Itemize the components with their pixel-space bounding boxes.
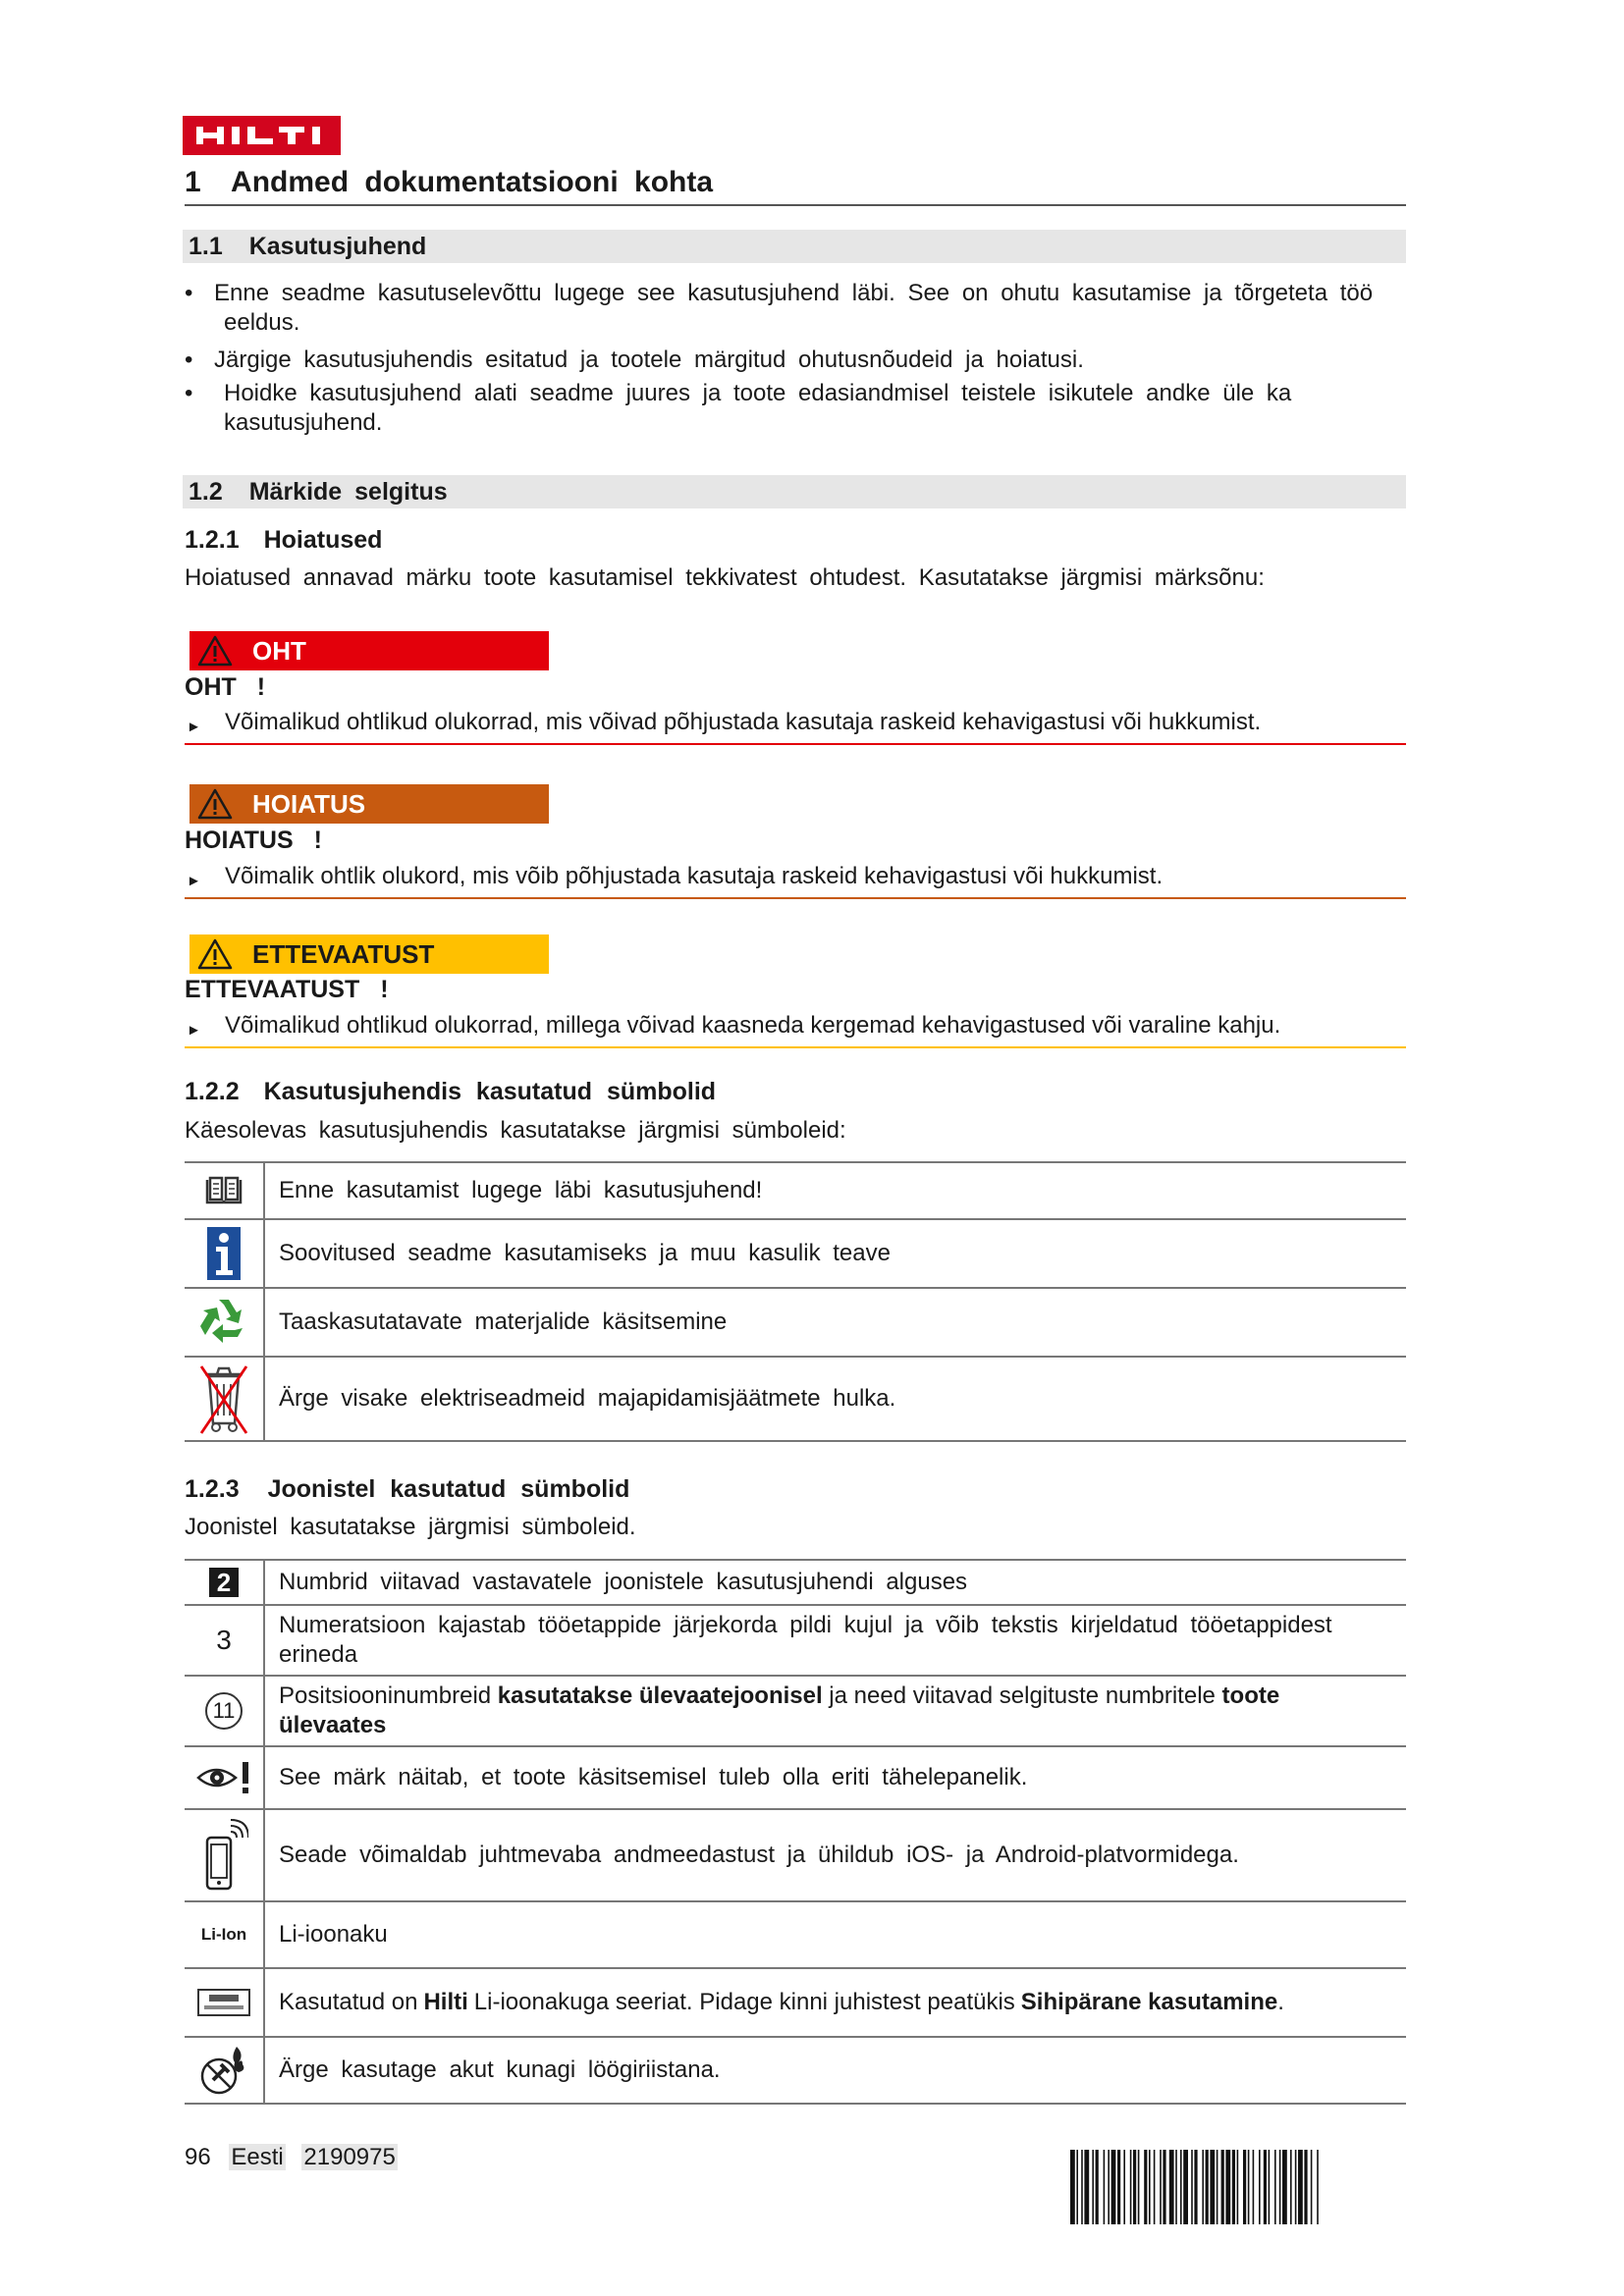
barcode-bar	[1311, 2150, 1313, 2224]
wireless-device-icon	[185, 1810, 265, 1900]
table-row	[185, 1163, 1406, 1220]
signal-text: Võimalikud ohtlikud olukorrad, millega võivad kaasneda kergemad kehavigastused või varaline kahju.	[225, 1012, 1281, 1039]
barcode-bar	[1123, 2150, 1125, 2224]
text-run-bold: kasutatakse ülevaatejoonisel	[497, 1682, 823, 1709]
signal-description	[185, 708, 1406, 745]
page-number: 96	[185, 2144, 211, 2170]
subsection-heading-1-2-1	[185, 526, 382, 555]
warning-triangle-icon	[197, 938, 233, 970]
subsection-number: 1.2.1	[185, 526, 240, 554]
barcode-bar	[1175, 2150, 1177, 2224]
position-number-icon	[185, 1677, 265, 1745]
barcode-bar	[1154, 2150, 1156, 2224]
barcode-bar	[1237, 2150, 1239, 2224]
warning-triangle-icon	[197, 788, 233, 820]
step-number-text: 3	[216, 1625, 232, 1655]
symbols-intro: Käesolevas kasutusjuhendis kasutatakse järgmisi sümboleid:	[185, 1117, 846, 1144]
signal-text: Võimalik ohtlik olukord, mis võib põhjustada kasutaja raskeid kehavigastusi või hukkumist.	[225, 863, 1164, 889]
table-row	[185, 1606, 1406, 1677]
row-text: See märk näitab, et toote käsitsemisel tuleb olla eriti tähelepanelik.	[279, 1764, 1028, 1790]
bullet-mark: •	[185, 347, 193, 373]
barcode-bar	[1138, 2150, 1140, 2224]
signal-word-excl: !	[256, 673, 266, 701]
signal-label-text: HOIATUS	[252, 789, 366, 819]
text-run: Kasutatud on	[279, 1989, 418, 2015]
barcode-bar	[1117, 2150, 1120, 2224]
signal-word-text: HOIATUS	[185, 827, 294, 854]
row-line: Numeratsioon kajastab tööetappide järjekorda pildi kujul ja võib tekstis kirjeldatud tööetappidest	[279, 1612, 1332, 1638]
barcode-bar	[1070, 2150, 1075, 2224]
barcode-bar	[1269, 2150, 1271, 2224]
table-row	[185, 1358, 1406, 1442]
barcode-bar	[1084, 2150, 1089, 2224]
barcode-bar	[1202, 2150, 1204, 2224]
recycle-icon	[185, 1289, 265, 1356]
row-text: Enne kasutamist lugege läbi kasutusjuhend!	[279, 1177, 763, 1203]
figure-number-icon	[185, 1561, 265, 1604]
barcode-bar	[1290, 2150, 1292, 2224]
text-run-bold: toote	[1221, 1682, 1280, 1709]
subsection-heading-1-2-2	[185, 1078, 716, 1106]
barcode-bar	[1232, 2150, 1235, 2224]
row-text	[279, 1606, 1494, 1675]
bullet-mark: •	[185, 280, 193, 306]
barcode-bar	[1295, 2150, 1297, 2224]
figure-symbols-intro: Joonistel kasutatakse järgmisi sümboleid.	[185, 1514, 636, 1540]
row-text: Taaskasutatavate materjalide käsitsemine	[279, 1308, 728, 1335]
text-run: ja need viitavad selgituste numbritele	[822, 1682, 1222, 1709]
section-heading-1-1	[183, 230, 1406, 263]
row-text: Seade võimaldab juhtmevaba andmeedastust ja ühildub iOS- ja Android-platvormidega.	[279, 1842, 1239, 1868]
text-run-bold: Hilti	[423, 1989, 468, 2015]
bullet-mark: •	[185, 380, 193, 406]
barcode	[1068, 2150, 1406, 2224]
signal-label-text: OHT	[252, 636, 306, 666]
subsection-title: Hoiatused	[263, 526, 383, 554]
barcode-bar	[1133, 2150, 1136, 2224]
li-ion-icon	[185, 1902, 265, 1967]
barcode-bar	[1264, 2150, 1267, 2224]
footer-doc-number: 2190975	[303, 2144, 396, 2170]
chapter-heading	[185, 165, 1406, 206]
hilti-logo-mark	[183, 116, 341, 155]
signal-word	[185, 673, 265, 702]
signal-text: Võimalikud ohtlikud olukorrad, mis võivad põhjustada kasutaja raskeid kehavigastusi või hukkumist.	[225, 709, 1262, 735]
barcode-bar	[1304, 2150, 1307, 2224]
barcode-bar	[1210, 2150, 1215, 2224]
subsection-number: 1.2.2	[185, 1078, 240, 1105]
barcode-bar	[1206, 2150, 1209, 2224]
step-number-icon	[185, 1606, 265, 1675]
hilti-logo	[183, 116, 341, 155]
table-row	[185, 1969, 1406, 2038]
bullet-line: Enne seadme kasutuselevõttu lugege see kasutusjuhend läbi. See on ohutu kasutamise ja tõrgeteta töö	[214, 280, 1374, 306]
barcode-bar	[1191, 2150, 1193, 2224]
barcode-bar	[1130, 2150, 1132, 2224]
barcode-bar	[1149, 2150, 1151, 2224]
row-text: Ärge kasutage akut kunagi löögiriistana.	[279, 2056, 721, 2083]
barcode-bar	[1248, 2150, 1250, 2224]
section-number: 1.2	[189, 478, 223, 506]
list-item	[185, 346, 1412, 375]
arrow-icon: ►	[187, 719, 201, 735]
signal-description	[185, 1011, 1406, 1048]
figure-number-text: 2	[209, 1568, 239, 1597]
battery-series-icon	[185, 1969, 265, 2036]
subsection-title: Kasutusjuhendis kasutatud sümbolid	[263, 1078, 717, 1105]
barcode-bar	[1169, 2150, 1174, 2224]
signal-word	[185, 976, 389, 1004]
signal-word	[185, 827, 322, 855]
barcode-bar	[1180, 2150, 1182, 2224]
warning-triangle-icon	[197, 635, 233, 667]
barcode-bar	[1194, 2150, 1197, 2224]
bullet-line: Järgige kasutusjuhendis esitatud ja tootele märgitud ohutusnõudeid ja hoiatusi.	[214, 347, 1084, 373]
chapter-title: Andmed dokumentatsiooni kohta	[231, 166, 714, 198]
li-ion-text: Li-Ion	[200, 1925, 247, 1944]
barcode-bar	[1163, 2150, 1165, 2224]
bullet-line: kasutusjuhend.	[224, 409, 383, 436]
barcode-bar	[1253, 2150, 1255, 2224]
section-number: 1.1	[189, 233, 223, 260]
signal-label-text: ETTEVAATUST	[252, 939, 435, 969]
signal-word-text: OHT	[185, 673, 237, 701]
table-row	[185, 1810, 1406, 1902]
row-text	[279, 1677, 1406, 1745]
subsection-heading-1-2-3	[185, 1475, 629, 1504]
barcode-bar	[1108, 2150, 1110, 2224]
text-run: .	[1277, 1989, 1284, 2015]
list-item	[185, 379, 1412, 438]
table-row	[185, 1561, 1406, 1606]
table-row	[185, 1220, 1406, 1289]
text-run-bold: Sihipärane kasutamine	[1020, 1989, 1278, 2015]
barcode-bar	[1243, 2150, 1246, 2224]
barcode-bar	[1221, 2150, 1224, 2224]
attention-eye-icon	[185, 1747, 265, 1808]
barcode-bar	[1092, 2150, 1094, 2224]
barcode-bar	[1144, 2150, 1147, 2224]
position-number-text: 11	[205, 1692, 243, 1730]
row-text: Li-ioonaku	[279, 1921, 388, 1948]
danger-signal-label	[189, 631, 549, 670]
signal-word-text: ETTEVAATUST	[185, 976, 360, 1003]
barcode-bar	[1225, 2150, 1230, 2224]
barcode-bar	[1081, 2150, 1083, 2224]
bullet-line: eeldus.	[224, 309, 300, 336]
chapter-number: 1	[185, 166, 201, 198]
warning-signal-label	[189, 784, 549, 824]
info-icon	[185, 1220, 265, 1287]
table-row	[185, 2038, 1406, 2105]
bullet-line: Hoidke kasutusjuhend alati seadme juures ja toote edasiandmisel teistele isikutele andke üle ka	[224, 380, 1292, 406]
crossed-bin-icon	[185, 1358, 265, 1440]
warnings-intro: Hoiatused annavad märku toote kasutamisel tekkivatest ohtudest. Kasutatakse järgmisi märksõnu:	[185, 564, 1265, 591]
row-line: ülevaates	[279, 1712, 387, 1738]
row-text: Soovitused seadme kasutamiseks ja muu kasulik teave	[279, 1240, 891, 1266]
barcode-bar	[1259, 2150, 1261, 2224]
subsection-title: Joonistel kasutatud sümbolid	[267, 1475, 630, 1503]
signal-description	[185, 862, 1406, 899]
caution-signal-label	[189, 934, 549, 974]
signal-word-excl: !	[380, 976, 389, 1003]
row-text: Numbrid viitavad vastavatele joonistele kasutusjuhendi alguses	[279, 1569, 968, 1595]
table-row	[185, 1902, 1406, 1969]
text-run: Positsiooninumbreid	[279, 1682, 498, 1709]
barcode-bar	[1096, 2150, 1099, 2224]
barcode-bar	[1183, 2150, 1188, 2224]
no-hammer-icon	[185, 2038, 265, 2103]
book-icon	[185, 1163, 265, 1218]
row-text: Ärge visake elektriseadmeid majapidamisjäätmete hulka.	[279, 1385, 896, 1412]
table-row	[185, 1677, 1406, 1747]
row-line	[279, 1682, 1279, 1711]
barcode-bar	[1217, 2150, 1218, 2224]
list-item	[185, 279, 1490, 338]
barcode-bar	[1279, 2150, 1281, 2224]
page-footer	[185, 2144, 398, 2171]
subsection-number: 1.2.3	[185, 1475, 240, 1503]
section-heading-1-2	[183, 475, 1406, 508]
arrow-icon: ►	[187, 1022, 201, 1039]
barcode-bar	[1076, 2150, 1078, 2224]
barcode-bar	[1111, 2150, 1116, 2224]
barcode-bar	[1104, 2150, 1106, 2224]
arrow-icon: ►	[187, 873, 201, 889]
table-row	[185, 1289, 1406, 1358]
text-run: Li-ioonakuga seeriat. Pidage kinni juhistest peatükis	[473, 1989, 1015, 2015]
row-text	[279, 1969, 1406, 2036]
section-title: Märkide selgitus	[248, 478, 448, 506]
barcode-bar	[1274, 2150, 1276, 2224]
barcode-bar	[1160, 2150, 1162, 2224]
table-row	[185, 1747, 1406, 1810]
row-line: erineda	[279, 1641, 358, 1668]
barcode-bar	[1282, 2150, 1287, 2224]
footer-language: Eesti	[231, 2144, 284, 2170]
signal-word-excl: !	[313, 827, 322, 854]
barcode-bar	[1298, 2150, 1303, 2224]
section-title: Kasutusjuhend	[248, 233, 427, 260]
barcode-bar	[1317, 2150, 1319, 2224]
